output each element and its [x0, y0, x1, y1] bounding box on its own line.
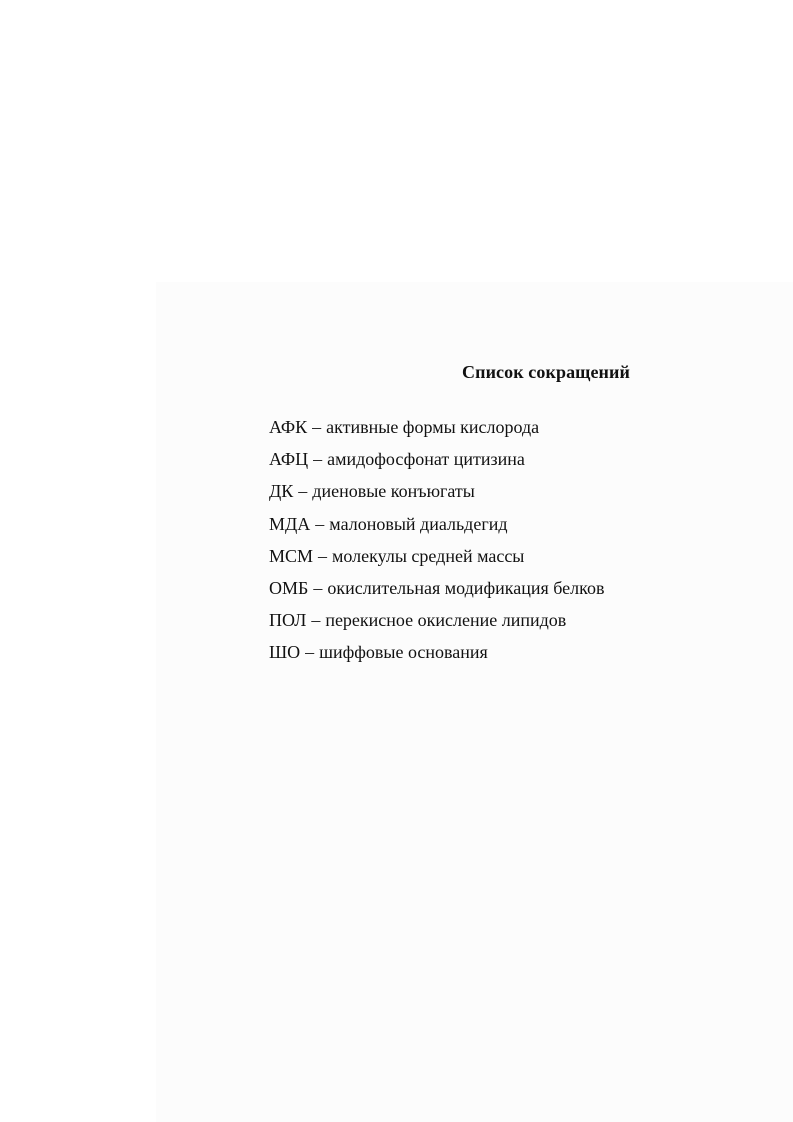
abbreviation-definition: активные формы кислорода — [326, 417, 540, 437]
list-item — [269, 479, 604, 511]
list-item — [269, 415, 604, 447]
dash-separator: – — [305, 642, 315, 663]
abbreviation-term: ДК — [269, 481, 294, 502]
dash-separator: – — [311, 610, 321, 631]
abbreviation-definition: молекулы средней массы — [332, 545, 525, 566]
list-item — [269, 447, 604, 479]
abbreviation-term: АФК — [269, 417, 308, 437]
dash-separator: – — [313, 577, 323, 598]
abbreviation-term: ОМБ — [269, 577, 309, 598]
abbreviation-definition: окислительная модификация белков — [327, 577, 605, 598]
dash-separator: – — [315, 513, 325, 534]
dash-separator: – — [313, 449, 323, 470]
abbreviation-term: ПОЛ — [269, 610, 307, 631]
abbreviation-list — [269, 415, 604, 673]
scanned-page-area — [156, 282, 793, 1122]
list-item — [269, 544, 604, 576]
list-item — [269, 608, 604, 640]
abbreviation-definition: перекисное окисление липидов — [325, 610, 567, 631]
list-item — [269, 512, 604, 544]
list-item — [269, 576, 604, 608]
list-item — [269, 640, 604, 672]
abbreviation-definition: шиффовые основания — [319, 642, 488, 663]
dash-separator: – — [312, 417, 322, 437]
page-title: Список сокращений — [462, 362, 630, 382]
dash-separator: – — [318, 545, 328, 566]
abbreviation-term: АФЦ — [269, 449, 309, 470]
dash-separator: – — [298, 481, 308, 502]
abbreviation-definition: амидофосфонат цитизина — [327, 449, 525, 470]
abbreviation-term: МСМ — [269, 545, 314, 566]
abbreviation-term: ШО — [269, 642, 301, 663]
abbreviation-definition: малоновый диальдегид — [329, 513, 508, 534]
abbreviation-definition: диеновые конъюгаты — [312, 481, 475, 502]
abbreviation-term: МДА — [269, 513, 311, 534]
